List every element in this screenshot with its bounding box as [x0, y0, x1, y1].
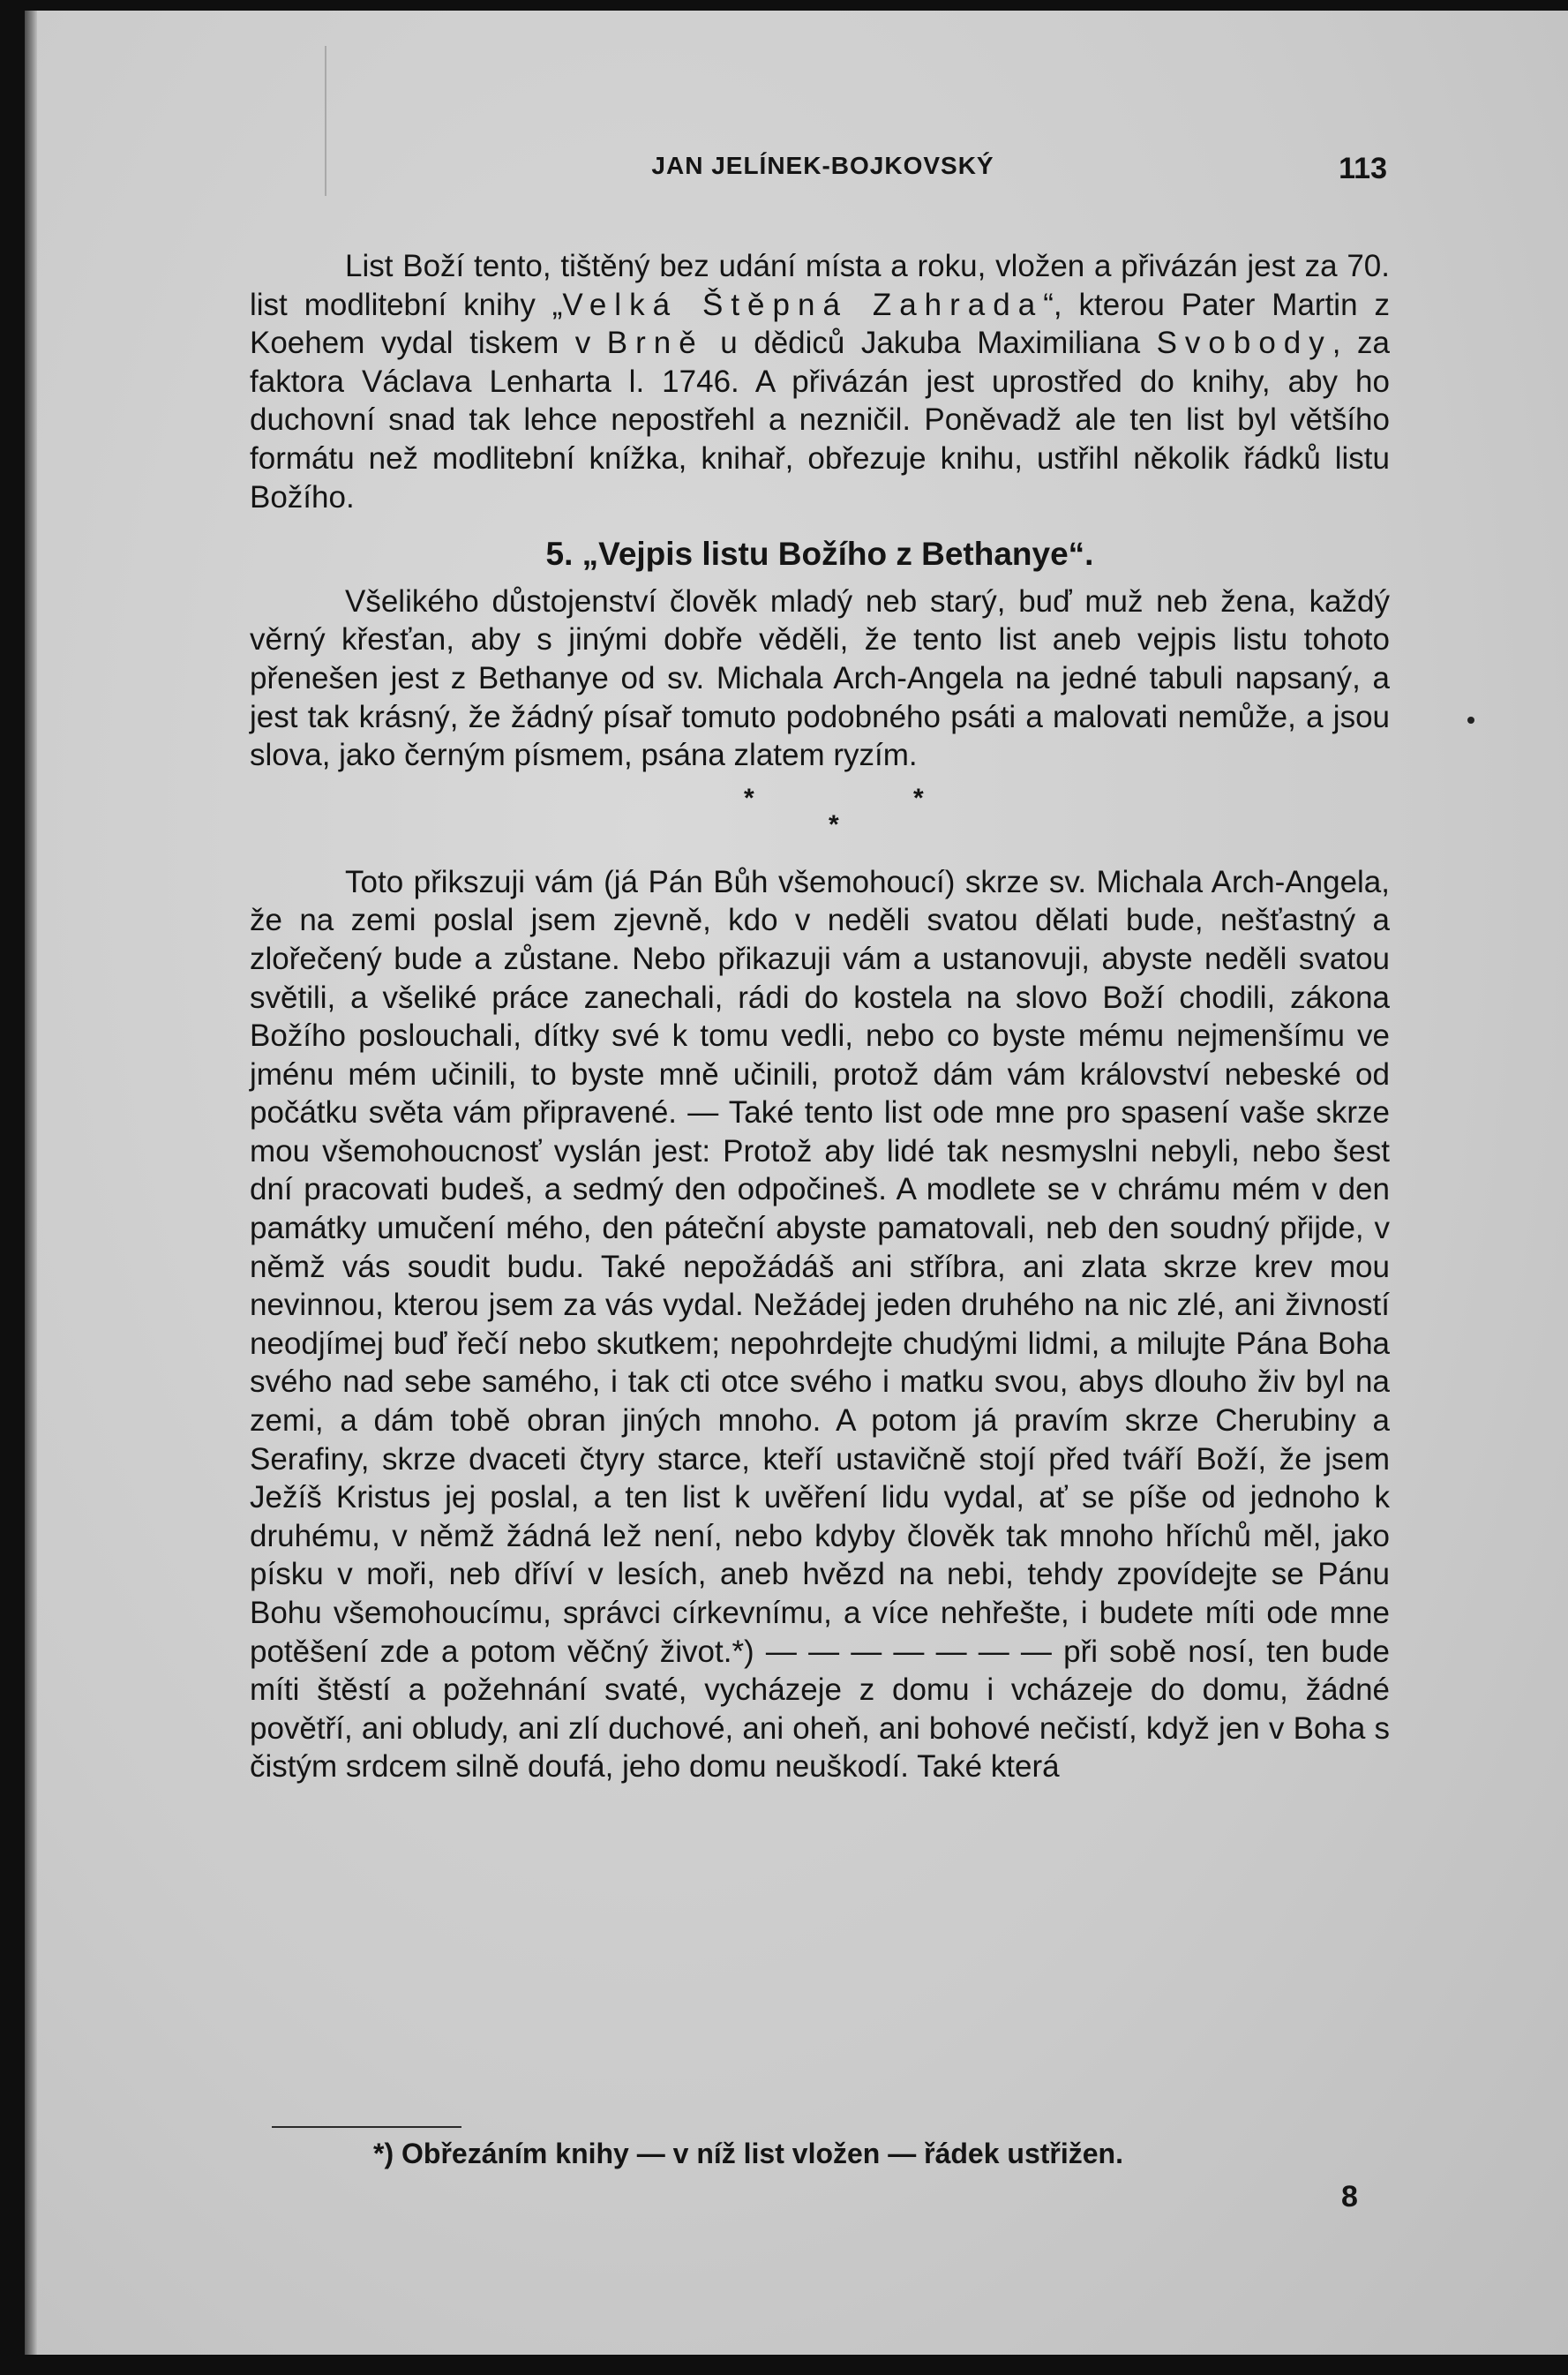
section-heading: 5. „Vejpis listu Božího z Bethanye“. [545, 536, 1094, 573]
paragraph-intro-part: List Boží tento, tištěný bez udání místa a roku, vložen a přivázán jest za 70. list modlitební knihy „ [250, 249, 1390, 322]
book-page [25, 11, 1568, 2355]
page-number: 113 [1339, 152, 1387, 185]
paragraph-intro-part: , za faktora Václava Lenharta l. 1746. A přivázán jest uprostřed do knihy, aby ho duchovní snad tak lehce nepostřehl a nezničil. Poněvadž ale ten list byl většího formátu než modlitební knížka, knihař, obřezuje knihu, ustřihl několik řádků listu Božího. [250, 326, 1390, 515]
footnote: *) Obřezáním knihy — v níž list vložen — řádek ustřižen. [373, 2138, 1123, 2169]
paragraph-intro [250, 247, 1390, 516]
footnote-rule [272, 2126, 461, 2128]
paragraph-intro-part: “, kterou Pater Martin z Koehem vydal tiskem v [250, 287, 1390, 361]
signature-mark: 8 [1341, 2180, 1358, 2213]
asterisk: * [829, 809, 839, 839]
paragraph-letter-origin: Všelikého důstojenství člověk mladý neb starý, buď muž neb žena, každý věrný křesťan, aby s jinými dobře věděli, že tento list aneb vejpis listu tohoto přenešen jest z Bethanye od sv. Michala Arch-Angela na jedné tabuli napsaný, a jest tak krásný, že žádný písař tomuto podobného psáti a malovati nemůže, a jsou slova, jako černým písmem, psána zlatem ryzím. [250, 583, 1390, 773]
paragraph-intro-part: u dědiců Jakuba Maximiliana [703, 326, 1157, 361]
asterisk: * [744, 783, 754, 813]
paragraph-letter-text: Toto přikszuji vám (já Pán Bůh všemohoucí) skrze sv. Michala Arch-Angela, že na zemi poslal jsem zjevně, kdo v neděli svatou dělati bude, nešťastný a zlořečený bude a zůstane. Nebo přikazuji vám a ustanovuji, abyste neděli svatou světili, a všeliké práce zanechali, rádi do kostela na slovo Boží chodili, zákona Božího poslouchali, dítky své k tomu vedli, nebo co byste mému nejmenšímu ve jménu mém učinili, to byste mně učinili, protož dám vám království nebeské od počátku světa vám připravené. — Také tento list ode mne pro spasení vaše skrze mou všemohoucnosť vyslán jest: Protož aby lidé tak nesmyslni nebyli, nebo šest dní pracovati budeš, a sedmý den odpočineš. A modlete se v chrámu mém v den památky umučení mého, den páteční abyste pamatovali, neb den soudný přijde, v němž vás soudit budu. Také nepožádáš ani stříbra, ani zlata skrze krev mou nevinnou, kterou jsem za vás vydal. Nežádej jeden druhého na nic zlé, ani živností neodjímej buď řečí nebo skutkem; nepohrdejte chudými lidmi, a milujte Pána Boha svého nad sebe samého, i tak cti otce svého i matku svou, abys dlouho živ byl na zemi, a dám tobě obran jiných mnoho. A potom já pravím skrze Cherubiny a Serafiny, skrze dvaceti čtyry starce, kteří ustavičně stojí před tváří Boží, že jsem Ježíš Kristus jej poslal, a ten list k uvěření lidu vydal, ať se píše od jednoho k druhému, v němž žádná lež není, nebo kdyby člověk tak mnoho hříchů měl, jako písku v moři, neb dříví v lesích, aneb hvězd na nebi, tehdy zpovídejte se Pánu Bohu všemohoucímu, správci církevnímu, a více nehřešte, i budete míti ode mne potěšení zde a potom věčný život.*) — — — — — — — při sobě nosí, ten bude míti štěstí a požehnání svaté, vycházeje z domu i vcházeje do domu, žádné povětří, ani obludy, ani zlí duchové, ani oheň, ani bohové nečistí, když jen v Boha s čistým srdcem silně doufá, jeho domu neuškodí. Také která [250, 864, 1390, 1785]
ink-speck [1467, 717, 1474, 724]
printer-name: Svobody [1156, 326, 1332, 361]
city-name: Brně [606, 326, 704, 361]
asterisk: * [913, 783, 924, 813]
main-text [250, 247, 1390, 1786]
book-title: Velká Štěpná Zahrada [562, 287, 1044, 322]
page-edge-shadow [25, 11, 37, 2355]
asterism-divider [250, 775, 1390, 863]
running-head: JAN JELÍNEK-BOJKOVSKÝ [651, 152, 994, 179]
